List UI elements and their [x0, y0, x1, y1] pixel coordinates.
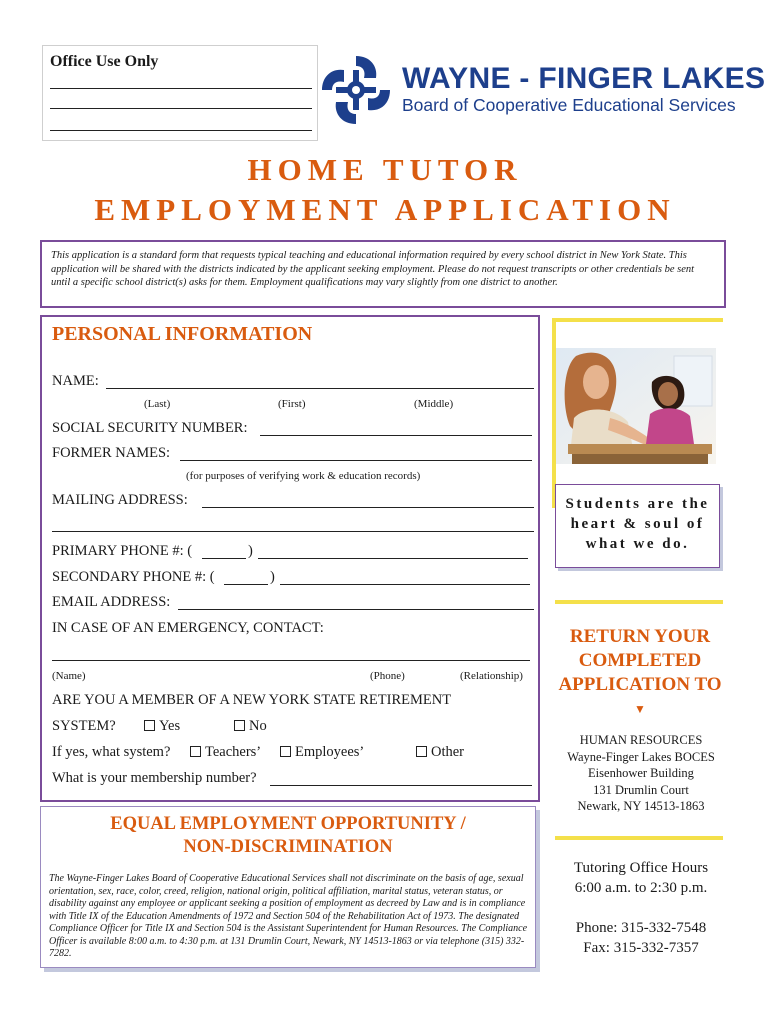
retirement-question: ARE YOU A MEMBER OF A NEW YORK STATE RETIREMENT — [52, 692, 452, 708]
tutor-student-photo — [556, 348, 716, 464]
accent-rule — [555, 836, 723, 840]
boces-logo — [320, 50, 766, 130]
office-use-line[interactable] — [50, 108, 312, 109]
accent-rule — [555, 600, 723, 604]
teachers-label: Teachers’ — [205, 744, 262, 760]
emergency-label: IN CASE OF AN EMERGENCY, CONTACT: — [52, 620, 324, 636]
eeo-section — [40, 806, 536, 968]
secondary-phone-paren: ) — [270, 569, 275, 585]
name-last-caption: (Last) — [144, 398, 171, 410]
membership-question: What is your membership number? — [52, 770, 257, 786]
no-checkbox[interactable] — [234, 720, 245, 731]
intro-box — [40, 240, 726, 308]
eeo-statement: The Wayne-Finger Lakes Board of Cooperative Educational Services shall not discriminate on the basis of age, sexual orientation, sex, race, color, creed, religion, national origin, political affiliation, marital status, veteran status, or disability against any employee or applicant seeking a position of employment as decreed by Law and is in compliance with Title IX of the Education Amendments of 1972 and Section 504 of the Rehabilitation Act of 1973. The designated Compliance Officer for Title IX and Section 504 is the Assistant Superintendent for Human Resources. The Compliance Officer is available 8:00 a.m. to 4:30 p.m. at 131 Drumlin Court, Newark, NY 14513-1863 or via telephone (315) 332-7282. — [49, 873, 528, 959]
system-question: If yes, what system? — [52, 744, 171, 760]
mailing-address-label: MAILING ADDRESS: — [52, 492, 188, 508]
address-line: Eisenhower Building — [588, 766, 694, 780]
personal-information-heading: PERSONAL INFORMATION — [52, 323, 313, 345]
primary-phone-paren: ) — [248, 543, 253, 559]
primary-phone-field[interactable] — [258, 558, 528, 559]
intro-text: This application is a standard form that requests typical teaching and educational information required by every school district in New York State. This application will be shared with the districts indicated by the applicant seeking employment. Please do not request transcripts or other credentials be sent until a specific school district(s) asks for them. Employment qualifications may vary slightly from one district to another. — [51, 250, 695, 288]
email-label: EMAIL ADDRESS: — [52, 594, 171, 610]
emergency-contact-field[interactable] — [52, 660, 530, 661]
return-heading-text: RETURN YOUR COMPLETED APPLICATION TO — [558, 626, 722, 695]
emergency-phone-caption: (Phone) — [370, 670, 405, 682]
office-hours — [555, 858, 727, 898]
primary-phone-area-field[interactable] — [202, 558, 246, 559]
employees-checkbox[interactable] — [280, 746, 291, 757]
accent-rule — [555, 318, 723, 322]
return-address — [555, 732, 727, 815]
students-tagline-box — [555, 484, 720, 568]
office-use-line[interactable] — [50, 88, 312, 89]
emergency-name-caption: (Name) — [52, 670, 86, 682]
office-hours-title: Tutoring Office Hours — [573, 860, 709, 876]
secondary-phone-area-field[interactable] — [224, 584, 268, 585]
personal-information-section — [40, 315, 540, 802]
other-checkbox[interactable] — [416, 746, 427, 757]
former-names-label: FORMER NAMES: — [52, 445, 171, 461]
emergency-relationship-caption: (Relationship) — [460, 670, 523, 682]
form-title-line1: HOME TUTOR — [247, 152, 523, 187]
teachers-checkbox[interactable] — [190, 746, 201, 757]
yes-checkbox[interactable] — [144, 720, 155, 731]
office-use-title: Office Use Only — [50, 53, 159, 70]
retirement-question-cont: SYSTEM? — [52, 718, 116, 734]
yes-label: Yes — [159, 718, 181, 734]
membership-number-field[interactable] — [270, 785, 532, 786]
secondary-phone-field[interactable] — [280, 584, 530, 585]
logo-subtitle: Board of Cooperative Educational Services — [402, 95, 736, 115]
employees-label: Employees’ — [295, 744, 365, 760]
address-line: 131 Drumlin Court — [593, 782, 689, 797]
office-hours-time: 6:00 a.m. to 2:30 p.m. — [574, 880, 708, 896]
other-label: Other — [431, 744, 465, 760]
address-line: Wayne-Finger Lakes BOCES — [567, 749, 715, 764]
logo-name: WAYNE - FINGER LAKES — [402, 62, 766, 95]
former-names-note: (for purposes of verifying work & education records) — [186, 470, 421, 482]
eeo-heading-line1: EQUAL EMPLOYMENT OPPORTUNITY / — [110, 814, 466, 834]
ssn-field[interactable] — [260, 435, 532, 436]
name-label: NAME: — [52, 373, 99, 389]
contact-numbers — [555, 918, 727, 958]
secondary-phone-label: SECONDARY PHONE #: ( — [52, 569, 215, 585]
name-middle-caption: (Middle) — [414, 398, 454, 410]
office-use-box — [42, 45, 318, 141]
students-tagline: Students are the heart & soul of what we do. — [565, 496, 710, 552]
mailing-address-field[interactable] — [202, 507, 534, 508]
form-title-line2: EMPLOYMENT APPLICATION — [94, 192, 676, 227]
name-field[interactable] — [106, 388, 534, 389]
name-first-caption: (First) — [278, 398, 306, 410]
retirement-yes-option[interactable] — [144, 718, 180, 735]
eeo-heading-line2: NON-DISCRIMINATION — [183, 837, 393, 857]
mailing-address-field-2[interactable] — [52, 531, 534, 532]
address-line: Newark, NY 14513-1863 — [577, 799, 705, 813]
retirement-no-option[interactable] — [234, 718, 267, 735]
former-names-field[interactable] — [180, 460, 532, 461]
office-use-line[interactable] — [50, 130, 312, 131]
ssn-label: SOCIAL SECURITY NUMBER: — [52, 420, 248, 436]
email-field[interactable] — [178, 609, 534, 610]
fax-number: Fax: 315-332-7357 — [583, 940, 699, 956]
teachers-option[interactable] — [190, 744, 261, 761]
phone-number: Phone: 315-332-7548 — [575, 920, 707, 936]
employees-option[interactable] — [280, 744, 364, 761]
primary-phone-label: PRIMARY PHONE #: ( — [52, 543, 193, 559]
no-label: No — [249, 718, 267, 734]
other-option[interactable] — [416, 744, 464, 761]
return-heading — [555, 625, 725, 722]
caret-down-icon: ▼ — [634, 702, 646, 716]
eeo-heading — [41, 813, 535, 859]
address-line: HUMAN RESOURCES — [579, 733, 703, 747]
pinwheel-logo-icon — [320, 54, 392, 126]
